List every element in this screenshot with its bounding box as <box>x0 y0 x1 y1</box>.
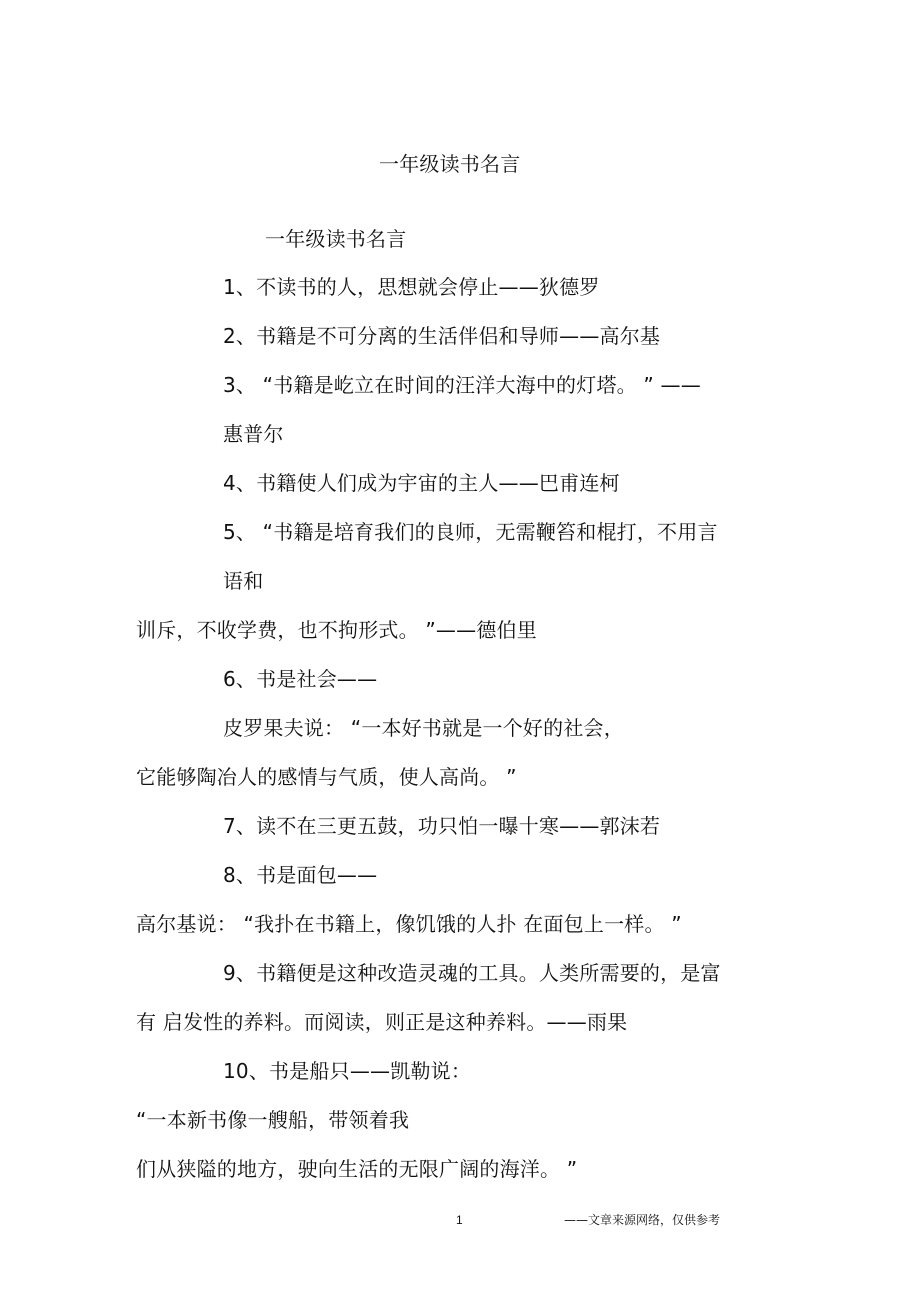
quote-line: 3、 “书籍是屹立在时间的汪洋大海中的灯塔。 ” —— <box>223 373 701 397</box>
quote-line: 语和 <box>223 569 264 593</box>
quote-line: 5、 “书籍是培育我们的良师，无需鞭笞和棍打，不用言 <box>223 520 718 544</box>
quote-line: 们从狭隘的地方，驶向生活的无限广阔的海洋。 ” <box>136 1157 578 1181</box>
quote-line: 训斥，不收学费，也不拘形式。 ”——德伯里 <box>136 618 537 642</box>
quote-line: 10、书是船只——凯勒说： <box>223 1059 472 1083</box>
quote-line: 7、读不在三更五鼓，功只怕一曝十寒——郭沫若 <box>223 814 661 838</box>
quote-line: 2、书籍是不可分离的生活伴侣和导师——高尔基 <box>223 324 661 348</box>
quote-line: 1、不读书的人，思想就会停止——狄德罗 <box>223 275 600 299</box>
quote-line: 6、书是社会—— <box>223 667 378 691</box>
quote-line: 9、书籍便是这种改造灵魂的工具。人类所需要的，是富 <box>223 961 721 985</box>
page-number: 1 <box>456 1213 463 1227</box>
quote-line: 有 启发性的养料。而阅读，则正是这种养料。——雨果 <box>136 1010 628 1034</box>
quote-line: 它能够陶冶人的感情与气质，使人高尚。 ” <box>136 765 517 789</box>
document-title: 一年级读书名言 <box>379 152 521 176</box>
quote-line: 4、书籍使人们成为宇宙的主人——巴甫连柯 <box>223 471 620 495</box>
quote-line: 8、书是面包—— <box>223 863 378 887</box>
quote-line: “一本新书像一艘船，带领着我 <box>136 1108 410 1132</box>
quote-line: 皮罗果夫说： “一本好书就是一个好的社会， <box>223 716 624 740</box>
footer-source-note: ——文章来源网络，仅供参考 <box>564 1213 721 1227</box>
quote-line: 惠普尔 <box>223 422 284 446</box>
quote-line: 高尔基说： “我扑在书籍上，像饥饿的人扑 在面包上一样。 ” <box>136 912 682 936</box>
document-subtitle: 一年级读书名言 <box>265 227 407 251</box>
